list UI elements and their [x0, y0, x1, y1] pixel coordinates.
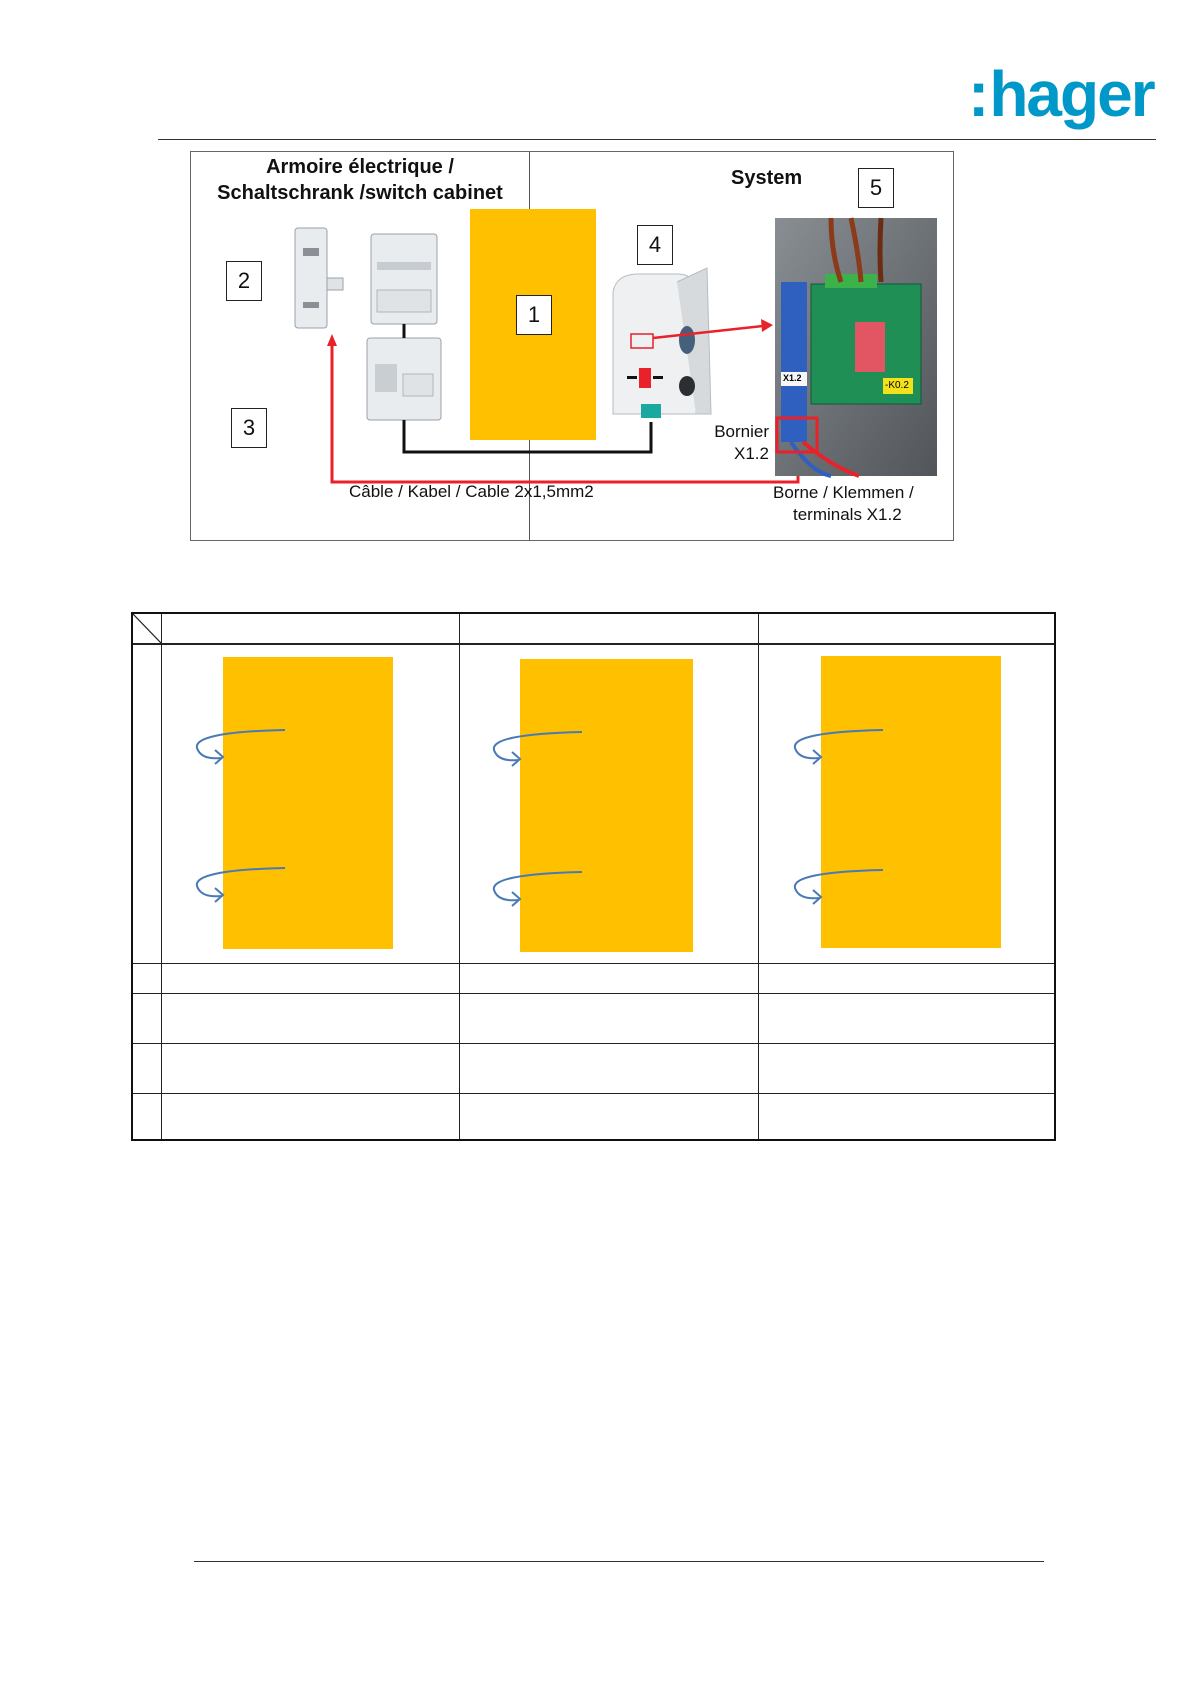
header-divider [158, 139, 1156, 140]
terminals-line1: Borne / Klemmen / [773, 483, 914, 502]
rcd-icon [367, 338, 441, 420]
label-3: 3 [231, 408, 267, 448]
cabinet-title-line2: Schaltschrank /switch cabinet [217, 182, 503, 204]
terminals-line2: terminals X1.2 [793, 505, 902, 524]
label-4: 4 [637, 225, 673, 265]
bornier-label [709, 422, 769, 464]
cabinet-title-line1: Armoire électrique / [266, 156, 454, 178]
wiring-diagram [190, 151, 954, 541]
breaker-narrow-icon [295, 228, 343, 328]
cable-label: Câble / Kabel / Cable 2x1,5mm2 [349, 482, 594, 501]
spec-table [131, 612, 1056, 1141]
breaker-upper-icon [371, 234, 437, 324]
table-row-divider [133, 993, 1054, 994]
wallbox-icon [613, 268, 711, 418]
label-2: 2 [226, 261, 262, 301]
pcb-label-x12: X1.2 [783, 373, 802, 383]
table-row-divider [133, 1093, 1054, 1094]
pcb-label-k02: -K0.2 [885, 380, 909, 391]
footer-divider [194, 1561, 1044, 1562]
table-row-divider [133, 1043, 1054, 1044]
logo-dots: : [968, 58, 988, 130]
terminals-label [773, 482, 914, 526]
label-5: 5 [858, 168, 894, 208]
bornier-line2: X1.2 [734, 444, 769, 463]
curved-arrows [133, 614, 1058, 963]
red-arrow-head [327, 334, 337, 346]
system-title: System [731, 167, 803, 189]
hager-logo [968, 58, 1154, 130]
label-1: 1 [516, 295, 552, 335]
curved-arrow-icon [197, 730, 285, 758]
pcb-photo [775, 218, 937, 476]
table-row-divider [133, 963, 1054, 964]
red-arrow-head-2 [761, 319, 773, 332]
bornier-line1: Bornier [714, 422, 769, 441]
logo-text: hager [989, 58, 1154, 130]
